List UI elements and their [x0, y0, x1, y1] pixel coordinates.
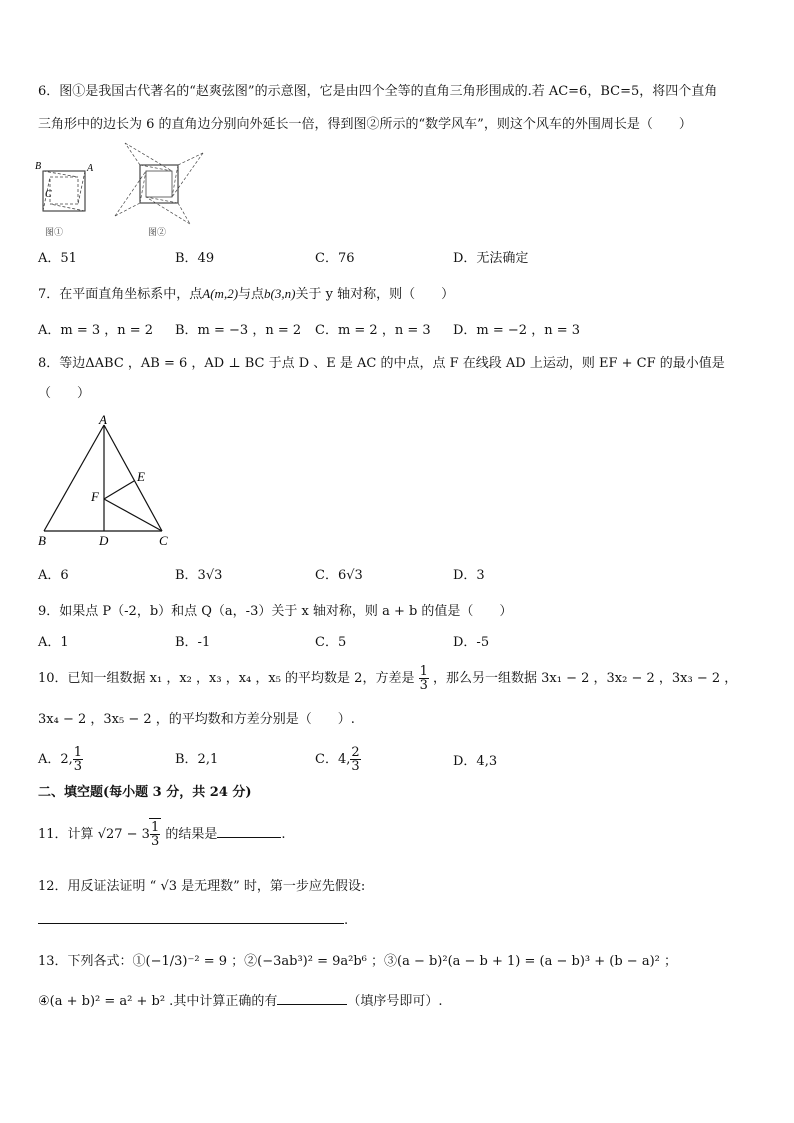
- q7-option-a[interactable]: A．m = 3 ，n = 2: [38, 323, 154, 338]
- figure-1-zhao-shuang-diagram: [30, 155, 105, 240]
- q8-line1: 8．等边ΔABC ，AB = 6 ，AD ⊥ BC 于点 D 、E 是 AC 的中点，点 F 在线段 AD 上运动，则 EF + CF 的最小值是: [38, 356, 725, 371]
- q10-option-c[interactable]: C．4, $\frac{2}{3}$: [315, 745, 360, 774]
- q7-stem: 7．在平面直角坐标系中，点A(m,2)与点b(3,n)关于 y 轴对称，则（ ）: [38, 286, 455, 302]
- q9-option-c[interactable]: C．5: [315, 635, 347, 650]
- q12-answer-blank[interactable]: [38, 923, 344, 924]
- q11-answer-blank[interactable]: [217, 837, 281, 838]
- q9-option-b[interactable]: B．-1: [175, 635, 211, 650]
- q10-line1: 10．已知一组数据 x₁ ，x₂ ，x₃ ，x₄ ，x₅ 的平均数是 2，方差是 $\frac{1}{3}$ ，那么另一组数据 3x₁ − 2 ，3x₂ − 2 ，3x₃ − 2 ，: [38, 664, 738, 693]
- q13-line2: ④(a + b)² = a² + b² .其中计算正确的有 （填序号即可）.: [38, 994, 443, 1009]
- fig1-label-c: C: [45, 189, 52, 200]
- q7-point-b: b(3,n): [264, 286, 296, 301]
- q9-option-a[interactable]: A．1: [38, 635, 69, 650]
- tri-label-f: F: [91, 489, 99, 504]
- q7-point-a: A(m,2): [202, 286, 239, 301]
- q10-line2: 3x₄ − 2 ，3x₅ − 2 ，的平均数和方差分别是（ ）.: [38, 712, 355, 727]
- q6-line1: 6．图①是我国古代著名的“赵爽弦图”的示意图，它是由四个全等的直角三角形围成的.若 AC=6，BC=5，将四个直角: [38, 84, 718, 99]
- q8-option-a[interactable]: A．6: [38, 568, 69, 583]
- tri-label-d: D: [99, 533, 109, 548]
- q13-answer-blank[interactable]: [277, 1004, 347, 1005]
- q7-option-b[interactable]: B．m = −3 ，n = 2: [175, 323, 302, 338]
- tri-label-b: B: [38, 533, 46, 548]
- tri-label-e: E: [137, 469, 145, 484]
- q12-stem: 12．用反证法证明 “ √3 是无理数” 时，第一步应先假设:: [38, 879, 366, 894]
- fig1-label-a: A: [87, 163, 94, 174]
- q8-option-d[interactable]: D．3: [453, 568, 485, 583]
- q6-option-c[interactable]: C．76: [315, 251, 355, 266]
- q8-option-c[interactable]: C．6√3: [315, 568, 363, 583]
- section-2-title: 二、填空题(每小题 3 分，共 24 分): [38, 785, 252, 800]
- q9-stem: 9．如果点 P（-2，b）和点 Q（a，-3）关于 x 轴对称，则 a + b 的值是（ ）: [38, 604, 513, 619]
- q6-line2: 三角形中的边长为 6 的直角边分别向外延长一倍，得到图②所示的“数学风车”，则这个风车的外围周长是（ ）: [38, 117, 692, 132]
- q6-option-b[interactable]: B．49: [175, 251, 215, 266]
- fig1-label-b: B: [35, 161, 42, 172]
- fig1-caption: 图①: [45, 227, 64, 237]
- q7-option-c[interactable]: C．m = 2 ，n = 3: [315, 323, 431, 338]
- q11-stem: 11．计算 √27 − 3 $\frac{1}{3}$ 的结果是 .: [38, 820, 286, 849]
- q10-option-d[interactable]: D．4,3: [453, 754, 498, 769]
- tri-label-a: A: [99, 413, 107, 427]
- q9-option-d[interactable]: D．-5: [453, 635, 490, 650]
- q6-option-a[interactable]: A．51: [38, 251, 77, 266]
- q10-variance-fraction: $\frac{1}{3}$: [419, 664, 428, 693]
- figure-equilateral-triangle-abc: [30, 413, 180, 548]
- q10-option-a[interactable]: A．2, $\frac{1}{3}$: [38, 745, 83, 774]
- q7-option-d[interactable]: D．m = −2 ，n = 3: [453, 323, 581, 338]
- q10-option-b[interactable]: B．2,1: [175, 752, 219, 767]
- q8-option-b[interactable]: B．3√3: [175, 568, 223, 583]
- tri-label-c: C: [159, 533, 168, 548]
- fig2-caption: 图②: [148, 227, 167, 237]
- q8-line2: （ ）: [38, 386, 91, 401]
- figure-2-math-windmill: [110, 140, 210, 240]
- q13-line1: 13．下列各式：①(−1/3)⁻² = 9 ；②(−3ab³)² = 9a²b⁶ ；③(a − b)²(a − b + 1) = (a − b)³ + (b − a)² ；: [38, 954, 677, 969]
- q12-answer-line: .: [38, 912, 348, 930]
- q6-option-d[interactable]: D．无法确定: [453, 251, 529, 266]
